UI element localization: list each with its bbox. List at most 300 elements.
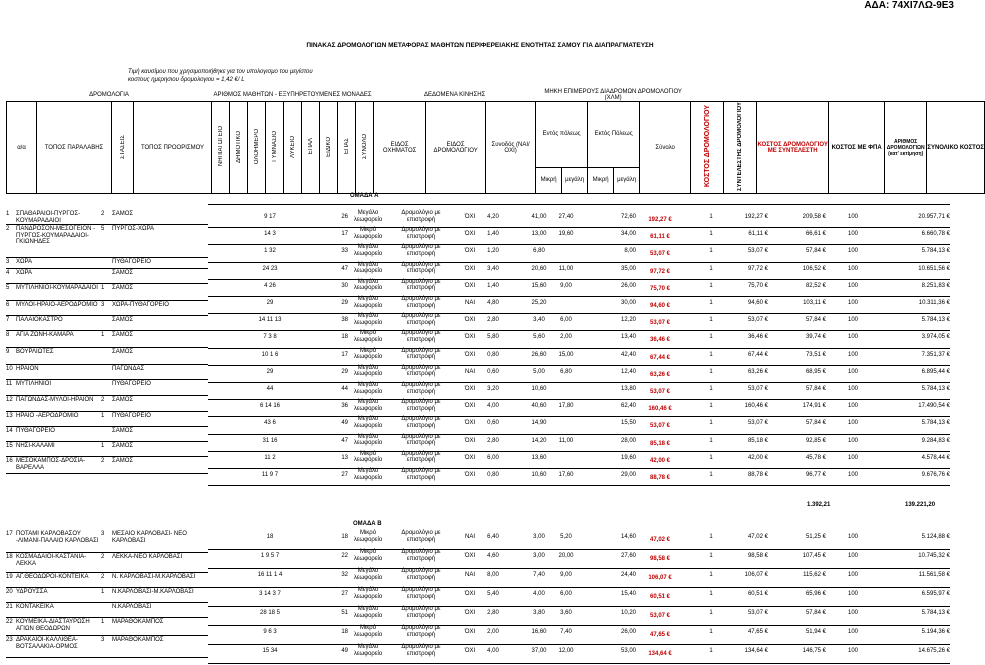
total-cost: 10.651,56 € [918,265,950,272]
row-separator [208,330,950,331]
col-oloimero: ΟΛΟΗΜΕΡΟ [253,128,260,165]
route-stops: 1 [101,285,105,291]
route-type: Δρομολόγιο με επιστροφή [401,382,441,395]
vehicle-type: Μικρό λεωφορείο [353,450,383,464]
total-cost: 5.784,13 € [921,610,950,616]
km-outside-large: 9,00 [560,572,572,578]
student-total: 36 [341,403,348,410]
km-total: 12,40 [620,368,636,375]
route-aa: 9 [6,349,10,355]
route-row [6,457,208,474]
route-stops [101,259,111,268]
escort: ΌΧΙ [464,265,476,272]
route-type: Δρομολόγιο με επιστροφή [401,364,441,378]
route-from: ΚΟΝΤΑΚΕΪΚΑ [16,604,54,610]
route-cost: 53,07 € [649,251,671,258]
row-separator [208,348,950,349]
route-from: ΠΥΘΑΓΟΡΕΙΟ [16,428,55,434]
km-outside-small: 25,20 [531,300,547,306]
row-separator [208,549,950,550]
coefficient: 1 [709,282,713,289]
route-count: 100 [847,265,858,272]
route-count: 100 [847,534,858,540]
route-aa: 15 [6,443,13,449]
escort: ΝΑΙ [464,572,475,578]
student-total: 49 [341,420,348,427]
group-a-cost-total: 1.392,21 [807,502,831,508]
escort: ΌΧΙ [464,334,476,341]
km-total: 13,40 [620,334,636,341]
route-stops: 1 [101,413,105,419]
route-count: 100 [847,572,858,578]
escort: ΌΧΙ [464,282,476,289]
coefficient: 1 [709,437,713,444]
student-counts: 29 [266,368,274,375]
col-kostos-fpa: ΚΟΣΤΟΣ ΜΕ ΦΠΑ [829,102,885,194]
cost-with-vat: 39,74 € [805,334,826,341]
total-cost: 5.124,88 € [921,534,950,540]
col-epas: ΕΠΑΣ [343,138,350,155]
route-aa: 4 [6,270,10,276]
route-cost: 75,70 € [649,285,671,292]
route-type: Δρομολόγιο με επιστροφή [401,568,441,581]
row-separator [208,644,950,645]
route-type: Δρομολόγιο με επιστροφή [401,450,441,464]
route-aa: 22 [6,619,13,625]
cost-with-vat: 57,84 € [805,248,826,255]
cost-with-coefficient: 160,46 € [744,403,768,410]
route-count: 100 [847,231,858,238]
route-to: ΣΑΜΟΣ [112,317,134,323]
km-outside-small: 5,00 [533,368,545,375]
route-aa: 8 [6,332,10,338]
vehicle-type: Μεγάλο λεωφορείο [353,313,383,326]
route-to: Ν.ΚΑΡΛΟΒΑΣΙ-Μ.ΚΑΡΛΟΒΑΣΙ [112,589,194,595]
route-cost: 85,18 € [649,440,671,447]
total-cost: 5.784,13 € [921,386,950,392]
row-separator [208,416,950,417]
route-cost: 47,65 € [649,632,671,638]
km-outside-small: 7,40 [533,572,545,578]
student-total: 18 [341,334,348,341]
route-from: ΜΕΣΟΚΑΜΠΟΣ-ΔΡΟΣΙΑ-ΒΑΡΕΛΛΑ [16,458,86,471]
row-separator [208,279,950,280]
cost-with-vat: 65,96 € [805,591,826,597]
col-epal: ΕΠΑΛ [307,138,314,155]
km-outside-small: 16,60 [531,629,547,635]
km-outside-large: 5,20 [560,534,572,540]
route-row [6,269,208,284]
route-to: Ν. ΚΑΡΛΟΒΑΣΙ-Μ.ΚΑΡΛΟΒΑΣΙ [112,574,196,580]
student-counts: 3 14 3 7 [259,591,281,597]
row-separator [208,568,950,569]
route-type: Δρομολόγιο με επιστροφή [401,347,441,361]
col-synodos: Συνοδός (ΝΑΙ/ΟΧΙ) [486,102,536,194]
route-to: ΜΕΣΑΙΟ ΚΑΡΛΟΒΑΣΙ- ΝΕΟ ΚΑΡΛΟΒΑΣΙ [112,531,187,544]
route-stops: 5 [101,226,105,232]
vehicle-type: Μικρό λεωφορείο [353,530,383,543]
route-to: ΣΑΜΟΣ [112,349,134,355]
cost-with-coefficient: 53,07 € [747,317,768,324]
km-inside-small: 4,00 [487,648,499,654]
route-from: ΒΟΥΡΛΙΩΤΕΣ [16,349,54,355]
total-cost: 9.284,83 € [921,437,950,444]
km-outside-large: 11,00 [558,437,574,444]
route-row [6,284,208,301]
route-cost: 53,07 € [649,389,671,395]
row-separator [208,227,950,228]
coefficient: 1 [709,368,713,375]
km-inside-small: 4,60 [487,553,499,559]
route-from: ΜΥΤΙΛΗΝΙΟΙ-ΚΟΥΜΑΡΑΔΑΙΟΙ [16,285,98,291]
total-cost: 5.784,13 € [921,248,950,255]
row-separator [208,663,950,664]
route-aa: 17 [6,531,13,537]
escort: ΌΧΙ [464,386,476,392]
route-row [6,442,208,457]
student-total: 17 [341,231,348,238]
route-cost: 134,64 € [648,651,672,657]
vehicle-type: Μεγάλο λεωφορείο [353,244,383,257]
km-outside-large: 9,00 [560,282,572,289]
km-total: 12,20 [620,317,636,324]
km-outside-large: 6,80 [560,368,572,375]
student-counts: 6 14 16 [259,403,281,410]
route-from: ΑΓ.ΘΕΟΔΩΡΟΙ-ΚΟΝΤΕΪΚΑ [16,574,89,580]
km-inside-small: 6,40 [487,534,499,540]
route-type: Δρομολόγιο με επιστροφή [401,644,441,657]
cost-with-coefficient: 53,07 € [747,610,768,616]
route-row [6,225,208,258]
route-row [6,380,208,396]
student-counts: 9 17 [264,214,276,220]
route-row [6,210,208,225]
route-type: Δρομολόγιο με επιστροφή [401,261,441,275]
route-type: Δρομολόγιο με επιστροφή [401,296,441,309]
col-arithmos-dromologion: ΑΡΙΘΜΟΣ ΔΡΟΜΟΛΟΓΙΩΝ (κατ' εκτίμηση) [885,102,927,194]
route-stops: 1 [101,619,105,625]
route-cost: 94,60 € [649,303,671,309]
vehicle-type: Μικρό λεωφορείο [353,347,383,361]
route-stops: 1 [101,443,105,449]
route-stops [101,381,111,395]
student-counts: 44 [266,386,274,392]
coefficient: 1 [709,572,713,578]
km-outside-large: 17,60 [558,472,574,478]
cost-with-coefficient: 53,07 € [747,420,768,427]
cost-with-coefficient: 192,27 € [744,214,768,220]
col-synolo-km: Σύνολο [640,102,691,194]
route-cost: 97,72 € [649,268,671,275]
km-inside-small: 1,40 [487,231,499,238]
student-counts: 10 1 6 [261,351,279,358]
route-stops [101,317,111,330]
route-type: Δρομολόγιο με επιστροφή [401,625,441,638]
route-from: ΠΑΛΑΙΟΚΑΣΤΡΟ [16,317,63,323]
cost-with-vat: 45,78 € [805,454,826,461]
student-total: 27 [341,472,348,478]
route-stops [101,270,111,283]
route-from: ΔΡΑΚΑΙΟΙ-ΚΑΛΛΙΘΕΑ-ΒΟΤΣΑΛΑΚΙΑ-ΟΡΜΟΣ [16,637,78,650]
km-outside-small: 13,60 [531,454,547,461]
route-to: ΧΩΡΑ-ΠΥΘΑΓΟΡΕΙΟ [112,302,169,308]
km-inside-small: 6,00 [487,454,499,461]
route-type: Δρομολόγιο με επιστροφή [401,530,441,543]
route-row [6,396,208,412]
escort: ΌΧΙ [464,553,476,559]
cost-with-coefficient: 94,60 € [747,300,768,306]
km-outside-small: 37,00 [531,648,547,654]
vehicle-type: Μεγάλο λεωφορείο [353,278,383,292]
km-total: 19,60 [620,454,636,461]
route-stops: 2 [101,554,105,560]
cost-with-vat: 66,61 € [805,231,826,238]
km-total: 35,00 [620,265,636,272]
route-from: ΧΩΡΑ [16,259,33,265]
vehicle-type: Μικρό λεωφορείο [353,625,383,638]
student-total: 17 [341,351,348,358]
total-cost: 6.660,78 € [921,231,950,238]
total-cost: 10.745,32 € [918,553,950,559]
route-aa: 21 [6,604,13,610]
coefficient: 1 [709,553,713,559]
route-type: Δρομολόγιο με επιστροφή [401,587,441,600]
coefficient: 1 [709,317,713,324]
route-to: ΣΑΜΟΣ [112,211,134,217]
km-outside-small: 14,20 [531,437,547,444]
route-cost: 53,07 € [649,613,671,619]
escort: ΝΑΙ [464,534,475,540]
escort: ΌΧΙ [464,214,476,220]
col-ektos: Εκτός Πόλεως [588,102,640,168]
page-title: ΠΙΝΑΚΑΣ ΔΡΟΜΟΛΟΓΙΩΝ ΜΕΤΑΦΟΡΑΣ ΜΑΘΗΤΩΝ ΠΕΡΙΦΕΡΕΙΑΚΗΣ ΕΝΟΤΗΤΑΣ ΣΑΜΟΥ ΓΙΑ ΔΙΑΠΡΑΓΜΑΤΕΥΣΗ [306,42,654,49]
escort: ΝΑΙ [464,368,475,375]
escort: ΌΧΙ [464,591,476,597]
student-total: 18 [341,534,348,540]
km-outside-large: 27,40 [558,214,574,220]
vehicle-type: Μεγάλο λεωφορείο [353,433,383,447]
coefficient: 1 [709,403,713,410]
row-separator [208,382,950,383]
cost-with-coefficient: 98,58 € [747,553,768,559]
km-outside-large: 19,60 [558,231,574,238]
coefficient: 1 [709,420,713,427]
row-separator [208,451,950,452]
coefficient: 1 [709,386,713,392]
route-to: Ν.ΚΑΡΛΟΒΑΣΙ [112,604,152,610]
route-row [6,636,208,658]
route-from: ΗΡΑΙΟ -ΑΕΡΟΔΡΟΜΙΟ [16,413,79,419]
route-from: ΑΓΙΑ ΖΩΝΗ-ΚΑΜΑΡΑ [16,332,74,338]
route-aa: 2 [6,226,10,232]
vehicle-type: Μεγάλο λεωφορείο [353,296,383,309]
coefficient: 1 [709,648,713,654]
route-aa: 7 [6,317,10,323]
route-to: ΣΑΜΟΣ [112,397,134,403]
route-to: ΠΑΓΩΝΔΑΣ [112,366,145,372]
cost-with-vat: 57,84 € [805,610,826,616]
route-cost: 60,51 € [649,594,671,600]
km-total: 53,00 [620,648,636,654]
route-count: 100 [847,454,858,461]
cost-with-coefficient: 134,64 € [744,648,768,654]
km-total: 10,20 [620,610,636,616]
cost-with-coefficient: 42,00 € [747,454,768,461]
group-a-grand-total: 139.221,20 [905,502,936,508]
route-count: 100 [847,368,858,375]
km-inside-small: 2,80 [487,437,499,444]
row-separator [208,625,950,626]
total-cost: 6.595,97 € [921,591,950,597]
route-cost: 192,27 € [648,217,672,223]
col-entos: Εντός πόλεως [536,102,588,168]
route-aa: 13 [6,413,13,419]
student-counts: 18 [266,534,274,540]
total-cost: 5.784,13 € [921,317,950,324]
route-to: ΜΑΡΑΘΟΚΑΜΠΟΣ [112,619,164,625]
col-lykeio: ΛΥΚΕΙΟ [289,135,296,158]
route-from: ΧΩΡΑ [16,270,33,276]
km-outside-small: 26,60 [531,351,547,358]
km-total: 29,00 [620,472,636,478]
col-synolo: ΣΥΝΟΛΟ [361,133,368,160]
vehicle-type: Μεγάλο λεωφορείο [353,606,383,619]
km-outside-large: 7,40 [560,629,572,635]
route-type: Δρομολόγιο με επιστροφή [401,416,441,429]
vehicle-type: Μικρό λεωφορείο [353,549,383,562]
vehicle-type: Μεγάλο λεωφορείο [353,644,383,657]
km-total: 72,60 [620,214,636,220]
km-outside-small: 41,00 [531,214,547,220]
col-staseis: ΣΤΑΣΕΙΣ [119,134,126,159]
route-type: Δρομολόγιο με επιστροφή [401,399,441,412]
route-cost: 36,46 € [649,337,671,344]
route-cost: 106,07 € [648,575,672,581]
route-stops: 1 [101,332,105,338]
route-count: 100 [847,629,858,635]
escort: ΝΑΙ [464,300,475,306]
cost-with-coefficient: 85,18 € [747,437,768,444]
route-from: ΣΠΑΘΑΡΑΙΟΙ-ΠΥΡΓΟΣ-ΚΟΥΜΑΡΑΔΑΙΟΙ [16,211,81,224]
route-count: 100 [847,300,858,306]
km-outside-small: 15,60 [531,282,547,289]
total-cost: 14.675,26 € [918,648,950,654]
col-eidos-dromologiou: ΕΙΔΟΣ ΔΡΟΜΟΛΟΓΙΟΥ [426,102,486,194]
col-dimotiko: ΔΗΜΟΤΙΚΟ [235,130,242,163]
cost-with-coefficient: 53,07 € [747,248,768,255]
cost-with-coefficient: 67,44 € [747,351,768,358]
km-outside-small: 10,60 [531,386,547,392]
km-inside-small: 2,00 [487,629,499,635]
km-inside-small: 0,60 [487,368,499,375]
route-from: ΥΔΡΟΥΣΣΑ [16,589,48,595]
km-outside-large: 6,00 [560,317,572,324]
km-outside-small: 14,90 [531,420,547,427]
km-total: 15,50 [620,420,636,427]
route-row [6,365,208,380]
cost-with-coefficient: 75,70 € [747,282,768,289]
km-total: 42,40 [620,351,636,358]
km-outside-small: 5,60 [533,334,545,341]
vehicle-type: Μεγάλο λεωφορείο [353,399,383,412]
vehicle-type: Μεγάλο λεωφορείο [353,416,383,429]
col-kostos-dromologiou: ΚΟΣΤΟΣ ΔΡΟΜΟΛΟΓΙΟΥ [703,105,711,188]
route-from: ΜΥΛΟΙ-ΗΡΑΙΟ-ΑΕΡΟΔΡΟΜΙΟ [16,302,98,308]
total-cost: 6.895,44 € [921,368,950,375]
route-cost: 88,78 € [649,475,671,481]
total-cost: 4.578,44 € [921,454,950,461]
coefficient: 1 [709,629,713,635]
km-inside-small: 1,40 [487,282,499,289]
km-outside-large: 20,00 [558,553,574,559]
route-row [6,588,208,603]
escort: ΌΧΙ [464,317,476,324]
coefficient: 1 [709,265,713,272]
col-gymnasio: ΓΥΜΝΑΣΙΟ [271,131,278,162]
col-eidiko: ΕΙΔΙΚΟ [325,136,332,157]
km-outside-large: 11,00 [558,265,574,272]
route-count: 100 [847,334,858,341]
escort: ΌΧΙ [464,610,476,616]
km-total: 15,40 [620,591,636,597]
km-inside-small: 2,80 [487,610,499,616]
route-count: 100 [847,472,858,478]
km-inside-small: 2,80 [487,317,499,324]
km-total: 26,00 [620,629,636,635]
escort: ΌΧΙ [464,403,476,410]
route-cost: 160,46 € [648,406,672,413]
col-nipiagogeio: ΝΗΠΙΑΓΩΓΕΙΟ [217,126,224,167]
col-megali-1: μεγάλη [562,167,588,193]
col-mikri-1: Μικρή [536,167,562,193]
km-total: 28,00 [620,437,636,444]
route-aa: 20 [6,589,13,595]
route-to: ΣΑΜΟΣ [112,428,134,434]
header-kinisi: ΔΕΔΟΜΕΝΑ ΚΙΝΗΣΗΣ [423,92,486,98]
route-cost: 61,11 € [650,234,670,241]
route-stops: 1 [101,589,105,595]
route-count: 100 [847,403,858,410]
total-cost: 20.957,71 € [918,214,950,220]
row-separator [208,485,950,486]
km-inside-small: 3,20 [487,386,499,392]
km-inside-small: 0,80 [487,472,499,478]
route-count: 100 [847,420,858,427]
route-count: 100 [847,351,858,358]
route-type: Δρομολόγιο με επιστροφή [401,330,441,343]
col-synoliko-kostos: ΣΥΝΟΛΙΚΟ ΚΟΣΤΟΣ [927,102,985,194]
route-stops: 3 [101,637,105,643]
vehicle-type: Μεγάλο λεωφορείο [353,382,383,395]
header-mathites: ΑΡΙΘΜΟΣ ΜΑΘΗΤΩΝ - ΕΞΥΠΗΡΕΤΟΥΜΕΝΕΣ ΜΟΝΑΔΕΣ [213,92,372,98]
km-inside-small: 5,80 [487,334,499,341]
cost-with-coefficient: 60,51 € [747,591,768,597]
ada-code: ΑΔΑ: 74ΧΙ7ΛΩ-9Ε3 [864,0,954,11]
route-row [6,427,208,442]
route-count: 100 [847,648,858,654]
route-row [6,331,208,348]
route-stops: 2 [101,397,105,403]
route-aa: 5 [6,285,10,291]
route-from: ΚΟΣΜΑΔΑΙΟΙ-ΚΑΣΤΑΝΙΑ-ΛΕΚΚΑ [16,554,87,567]
group-a-separator [208,204,950,205]
km-outside-small: 3,00 [533,553,545,559]
coefficient: 1 [709,454,713,461]
route-aa: 16 [6,458,13,464]
cost-with-vat: 107,45 € [802,553,826,559]
cost-with-coefficient: 36,46 € [747,334,768,341]
km-inside-small: 4,00 [487,403,499,410]
